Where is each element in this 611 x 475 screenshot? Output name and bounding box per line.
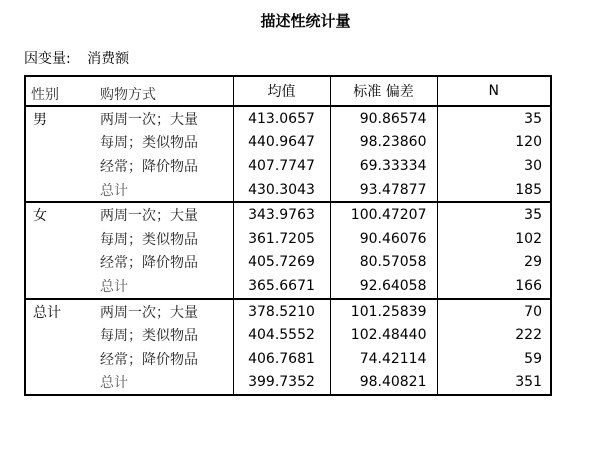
dependent-variable-row [24,48,129,68]
table-row [25,323,551,347]
shopping-way-cell: 总计 [95,371,233,396]
shopping-way-cell: 经常；降价物品 [100,158,198,175]
n-cell: 351 [437,371,551,396]
group-label: 女 [25,202,95,298]
std-deviation-cell: 92.64058 [330,274,437,299]
std-deviation-cell: 98.23860 [330,131,437,155]
shopping-way-cell: 每周；类似物品 [100,135,198,152]
shopping-way-cell: 总计 [95,274,233,299]
shopping-way-cell: 两周一次；大量 [100,304,198,321]
header-sex: 性别 [25,76,95,106]
group-label: 男 [25,106,95,202]
mean-cell: 378.5210 [233,299,330,324]
n-cell: 70 [437,299,551,324]
mean-cell: 407.7747 [233,154,330,178]
table-title: 描述性统计量 [260,12,351,30]
n-cell: 222 [437,323,551,347]
n-cell: 120 [437,131,551,155]
std-deviation-cell: 69.33334 [330,154,437,178]
n-cell: 185 [437,178,551,203]
table-body [25,106,551,395]
mean-cell: 406.7681 [233,347,330,371]
shopping-way-cell: 经常；降价物品 [100,255,198,272]
table-row [25,299,551,324]
std-deviation-cell: 102.48440 [330,323,437,347]
n-cell: 35 [437,202,551,227]
table-row [25,274,551,299]
n-cell: 29 [437,251,551,275]
mean-cell: 343.9763 [233,202,330,227]
shopping-way-cell: 两周一次；大量 [100,208,198,225]
mean-cell: 413.0657 [233,106,330,131]
table-row [25,131,551,155]
dependent-variable-label: 因变量: [24,51,71,67]
shopping-way-cell: 每周；类似物品 [100,328,198,345]
table-row [25,371,551,396]
table-row [25,106,551,131]
std-deviation-cell: 93.47877 [330,178,437,203]
table-row [25,251,551,275]
shopping-way-cell: 两周一次；大量 [100,111,198,128]
descriptive-statistics-table [24,75,552,396]
mean-cell: 440.9647 [233,131,330,155]
std-deviation-cell: 101.25839 [330,299,437,324]
table-row [25,227,551,251]
header-row [25,76,551,106]
std-deviation-cell: 100.47207 [330,202,437,227]
std-deviation-cell: 74.42114 [330,347,437,371]
header-mean: 均值 [233,76,330,106]
table-row [25,154,551,178]
n-cell: 102 [437,227,551,251]
mean-cell: 361.7205 [233,227,330,251]
group-label: 总计 [25,299,95,395]
std-deviation-cell: 98.40821 [330,371,437,396]
std-deviation-cell: 80.57058 [330,251,437,275]
table-row [25,178,551,203]
mean-cell: 365.6671 [233,274,330,299]
mean-cell: 404.5552 [233,323,330,347]
mean-cell: 405.7269 [233,251,330,275]
header-shopping-way: 购物方式 [95,76,233,106]
n-cell: 30 [437,154,551,178]
shopping-way-cell: 每周；类似物品 [100,231,198,248]
mean-cell: 399.7352 [233,371,330,396]
dependent-variable-value: 消费额 [87,51,130,67]
std-deviation-cell: 90.46076 [330,227,437,251]
n-cell: 59 [437,347,551,371]
n-cell: 166 [437,274,551,299]
table-row [25,202,551,227]
header-n: N [437,76,551,106]
header-std-deviation: 标准 偏差 [330,76,437,106]
std-deviation-cell: 90.86574 [330,106,437,131]
table-row [25,347,551,371]
shopping-way-cell: 经常；降价物品 [100,351,198,368]
shopping-way-cell: 总计 [95,178,233,203]
mean-cell: 430.3043 [233,178,330,203]
n-cell: 35 [437,106,551,131]
